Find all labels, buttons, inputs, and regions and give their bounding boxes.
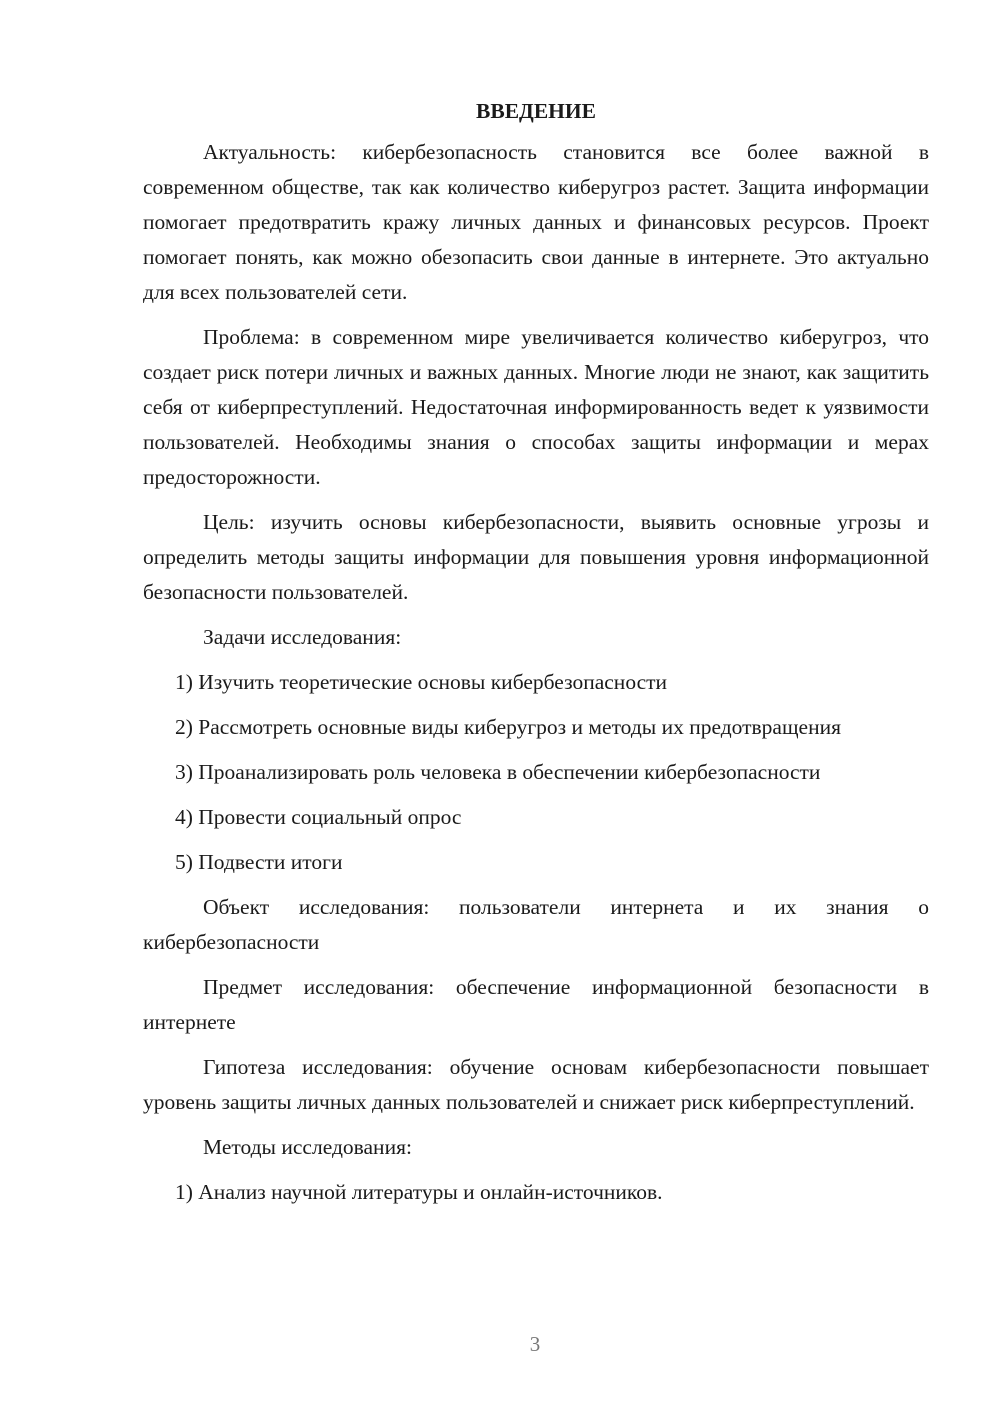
task-item-2: 2) Рассмотреть основные виды киберугроз и методы их предотвращения <box>175 715 841 739</box>
task-item-3: 3) Проанализировать роль человека в обеспечении кибербезопасности <box>175 760 821 784</box>
task-item-5: 5) Подвести итоги <box>175 850 343 874</box>
paragraph-problem: Проблема: в современном мире увеличивается количество киберугроз, что создает риск потери личных и важных данных. Многие люди не знают, как защитить себя от киберпреступлений. Недостаточная информированность ведет к уязвимости пользователей. Необходимы знания о способах защиты информации и мерах предосторожности. <box>143 325 929 489</box>
paragraph-methods-heading: Методы исследования: <box>203 1135 412 1159</box>
paragraph-subject: Предмет исследования: обеспечение информационной безопасности в интернете <box>143 975 929 1034</box>
paragraph-object: Объект исследования: пользователи интернета и их знания о кибербезопасности <box>143 895 929 954</box>
task-item-1: 1) Изучить теоретические основы кибербезопасности <box>175 670 668 694</box>
paragraph-relevance: Актуальность: кибербезопасность становится все более важной в современном обществе, так как количество киберугроз растет. Защита информации помогает предотвратить кражу личных данных и финансовых ресурсов. Проект помогает понять, как можно обезопасить свои данные в интернете. Это актуально для всех пользователей сети. <box>143 140 929 304</box>
paragraph-goal: Цель: изучить основы кибербезопасности, выявить основные угрозы и определить методы защиты информации для повышения уровня информационной безопасности пользователей. <box>143 510 929 604</box>
section-heading: ВВЕДЕНИЕ <box>476 99 596 123</box>
page-number: 3 <box>529 1332 541 1356</box>
document-body <box>143 94 929 1220</box>
paragraph-tasks-heading: Задачи исследования: <box>203 625 402 649</box>
paragraph-hypothesis: Гипотеза исследования: обучение основам кибербезопасности повышает уровень защиты личных данных пользователей и снижает риск киберпреступлений. <box>143 1055 929 1114</box>
task-item-4: 4) Провести социальный опрос <box>175 805 462 829</box>
method-item-1: 1) Анализ научной литературы и онлайн-источников. <box>175 1180 663 1204</box>
